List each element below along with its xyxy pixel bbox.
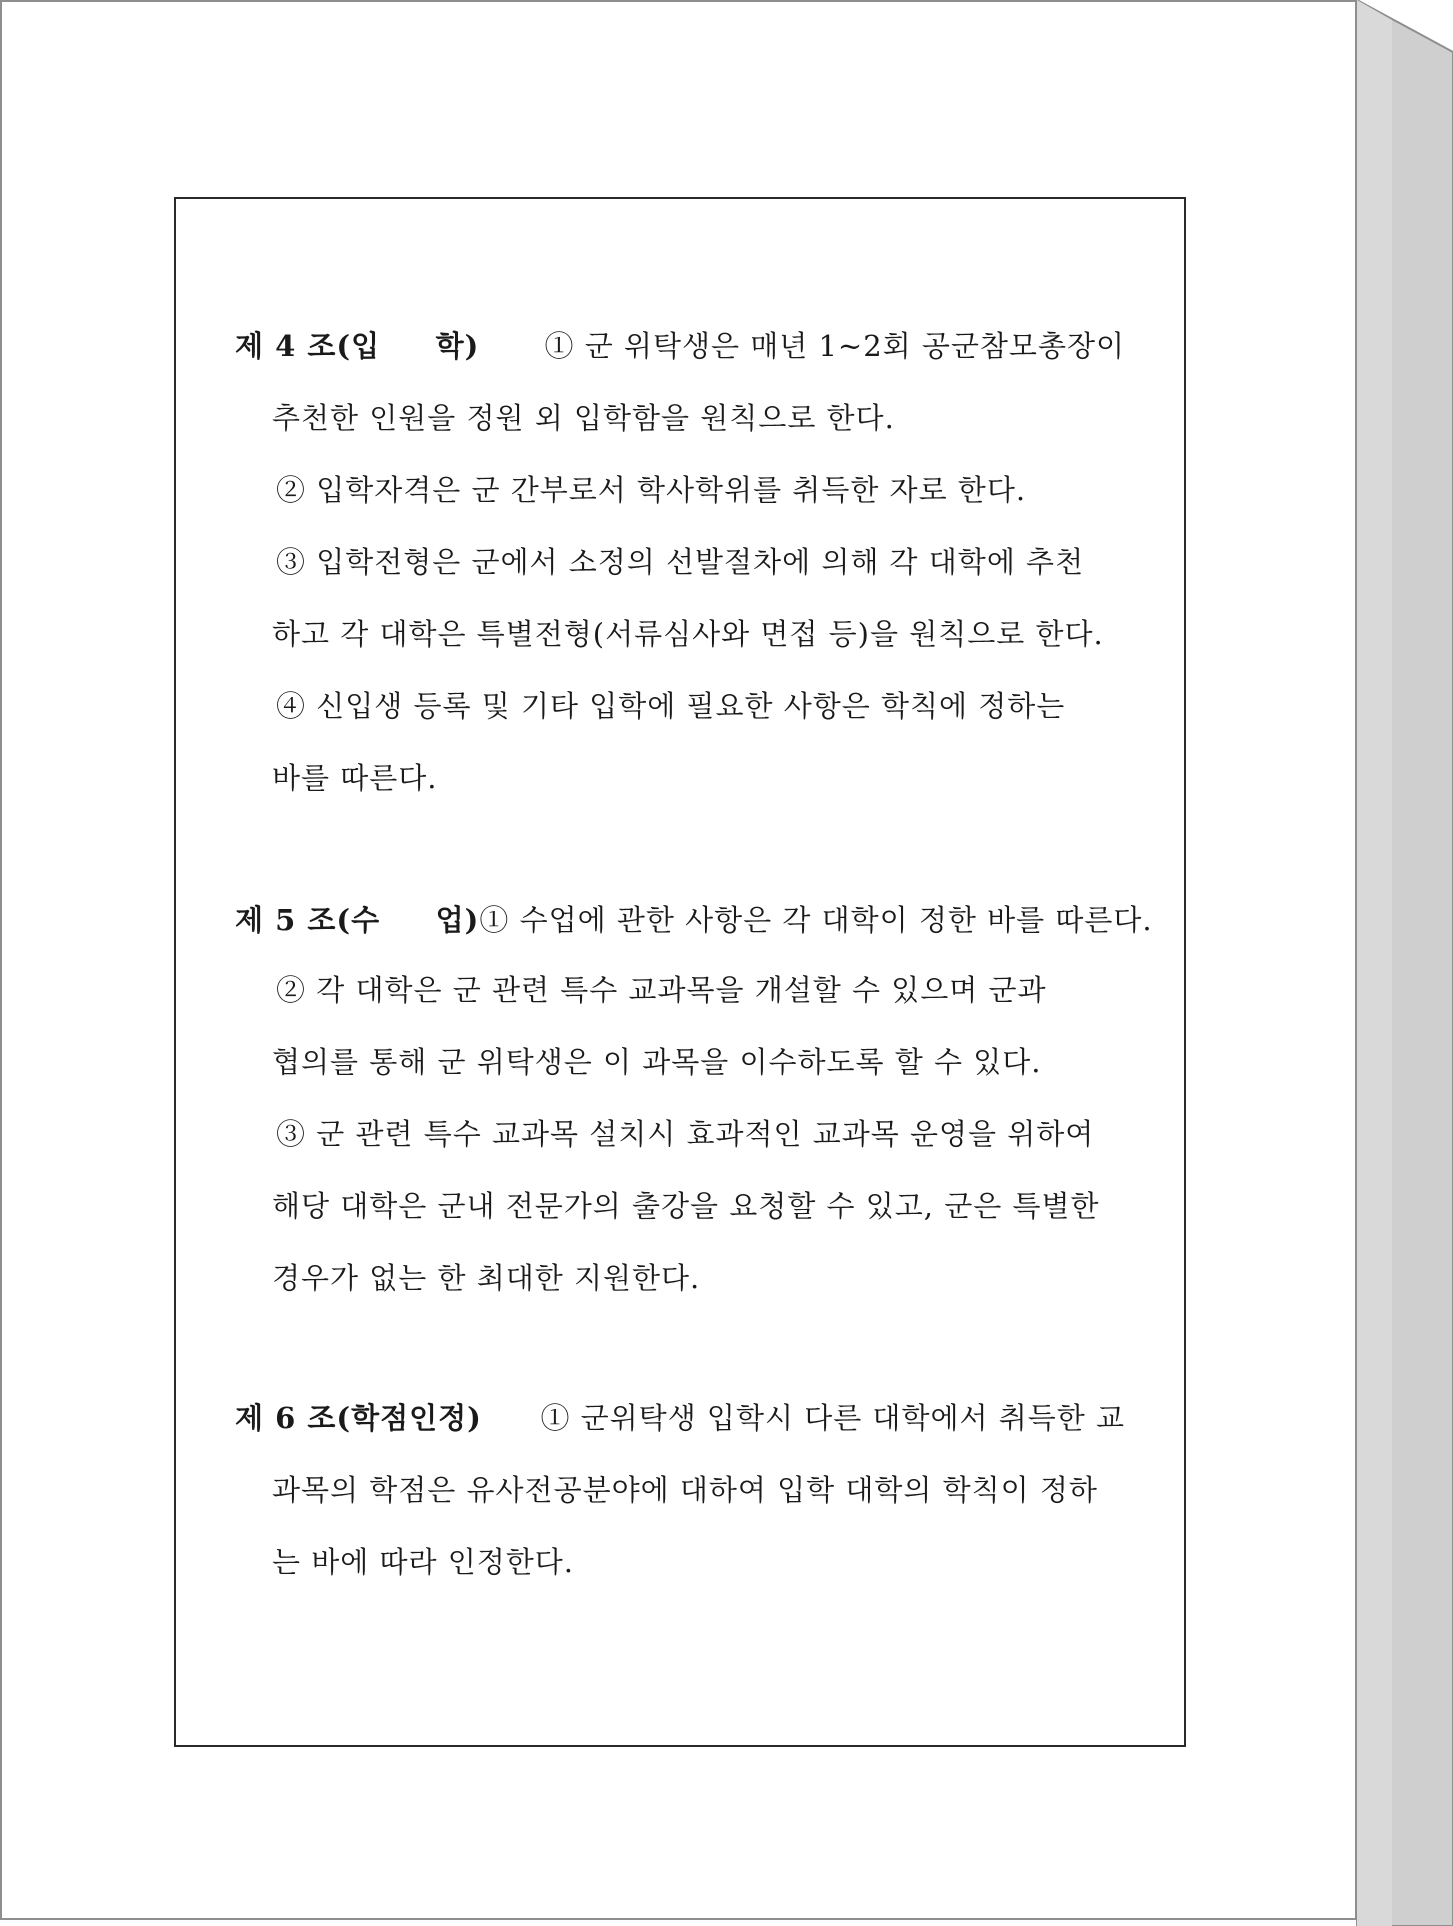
- article-6-first-line: [235, 1398, 1125, 1438]
- article-4-line: 추천한 인원을 정원 외 입학함을 원칙으로 한다.: [272, 401, 895, 435]
- article-5-line: 경우가 없는 한 최대한 지원한다.: [272, 1261, 701, 1295]
- article-6-clause-1-start: ① 군위탁생 입학시 다른 대학에서 취득한 교: [540, 1401, 1125, 1435]
- article-4-clause-1-start: ① 군 위탁생은 매년 1~2회 공군참모총장이: [544, 329, 1125, 363]
- article-6-line: 과목의 학점은 유사전공분야에 대하여 입학 대학의 학칙이 정하: [272, 1473, 1098, 1507]
- article-4-heading: 제 4 조(입 학): [235, 329, 480, 363]
- article-5-line: 협의를 통해 군 위탁생은 이 과목을 이수하도록 할 수 있다.: [272, 1045, 1042, 1079]
- article-4-clause-2: ② 입학자격은 군 간부로서 학사학위를 취득한 자로 한다.: [276, 473, 1027, 507]
- article-6-heading: 제 6 조(학점인정): [235, 1401, 482, 1435]
- article-5-clause-1-start: ① 수업에 관한 사항은 각 대학이 정한 바를 따른다.: [479, 903, 1153, 937]
- article-4-line: 바를 따른다.: [272, 761, 438, 795]
- article-5-heading: 제 5 조(수 업): [235, 903, 480, 937]
- article-4-clause-3: ③ 입학전형은 군에서 소정의 선발절차에 의해 각 대학에 추천: [276, 545, 1085, 579]
- article-4-line: 하고 각 대학은 특별전형(서류심사와 면접 등)을 원칙으로 한다.: [272, 617, 1104, 651]
- article-5-first-line: [235, 900, 1153, 940]
- article-4-clause-4: ④ 신입생 등록 및 기타 입학에 필요한 사항은 학칙에 정하는: [276, 689, 1066, 723]
- article-5-clause-3: ③ 군 관련 특수 교과목 설치시 효과적인 교과목 운영을 위하여: [276, 1117, 1095, 1151]
- article-5-clause-2: ② 각 대학은 군 관련 특수 교과목을 개설할 수 있으며 군과: [276, 973, 1047, 1007]
- article-6-line: 는 바에 따라 인정한다.: [272, 1545, 574, 1579]
- article-5-line: 해당 대학은 군내 전문가의 출강을 요청할 수 있고, 군은 특별한: [272, 1189, 1100, 1223]
- article-4-first-line: [235, 326, 1125, 366]
